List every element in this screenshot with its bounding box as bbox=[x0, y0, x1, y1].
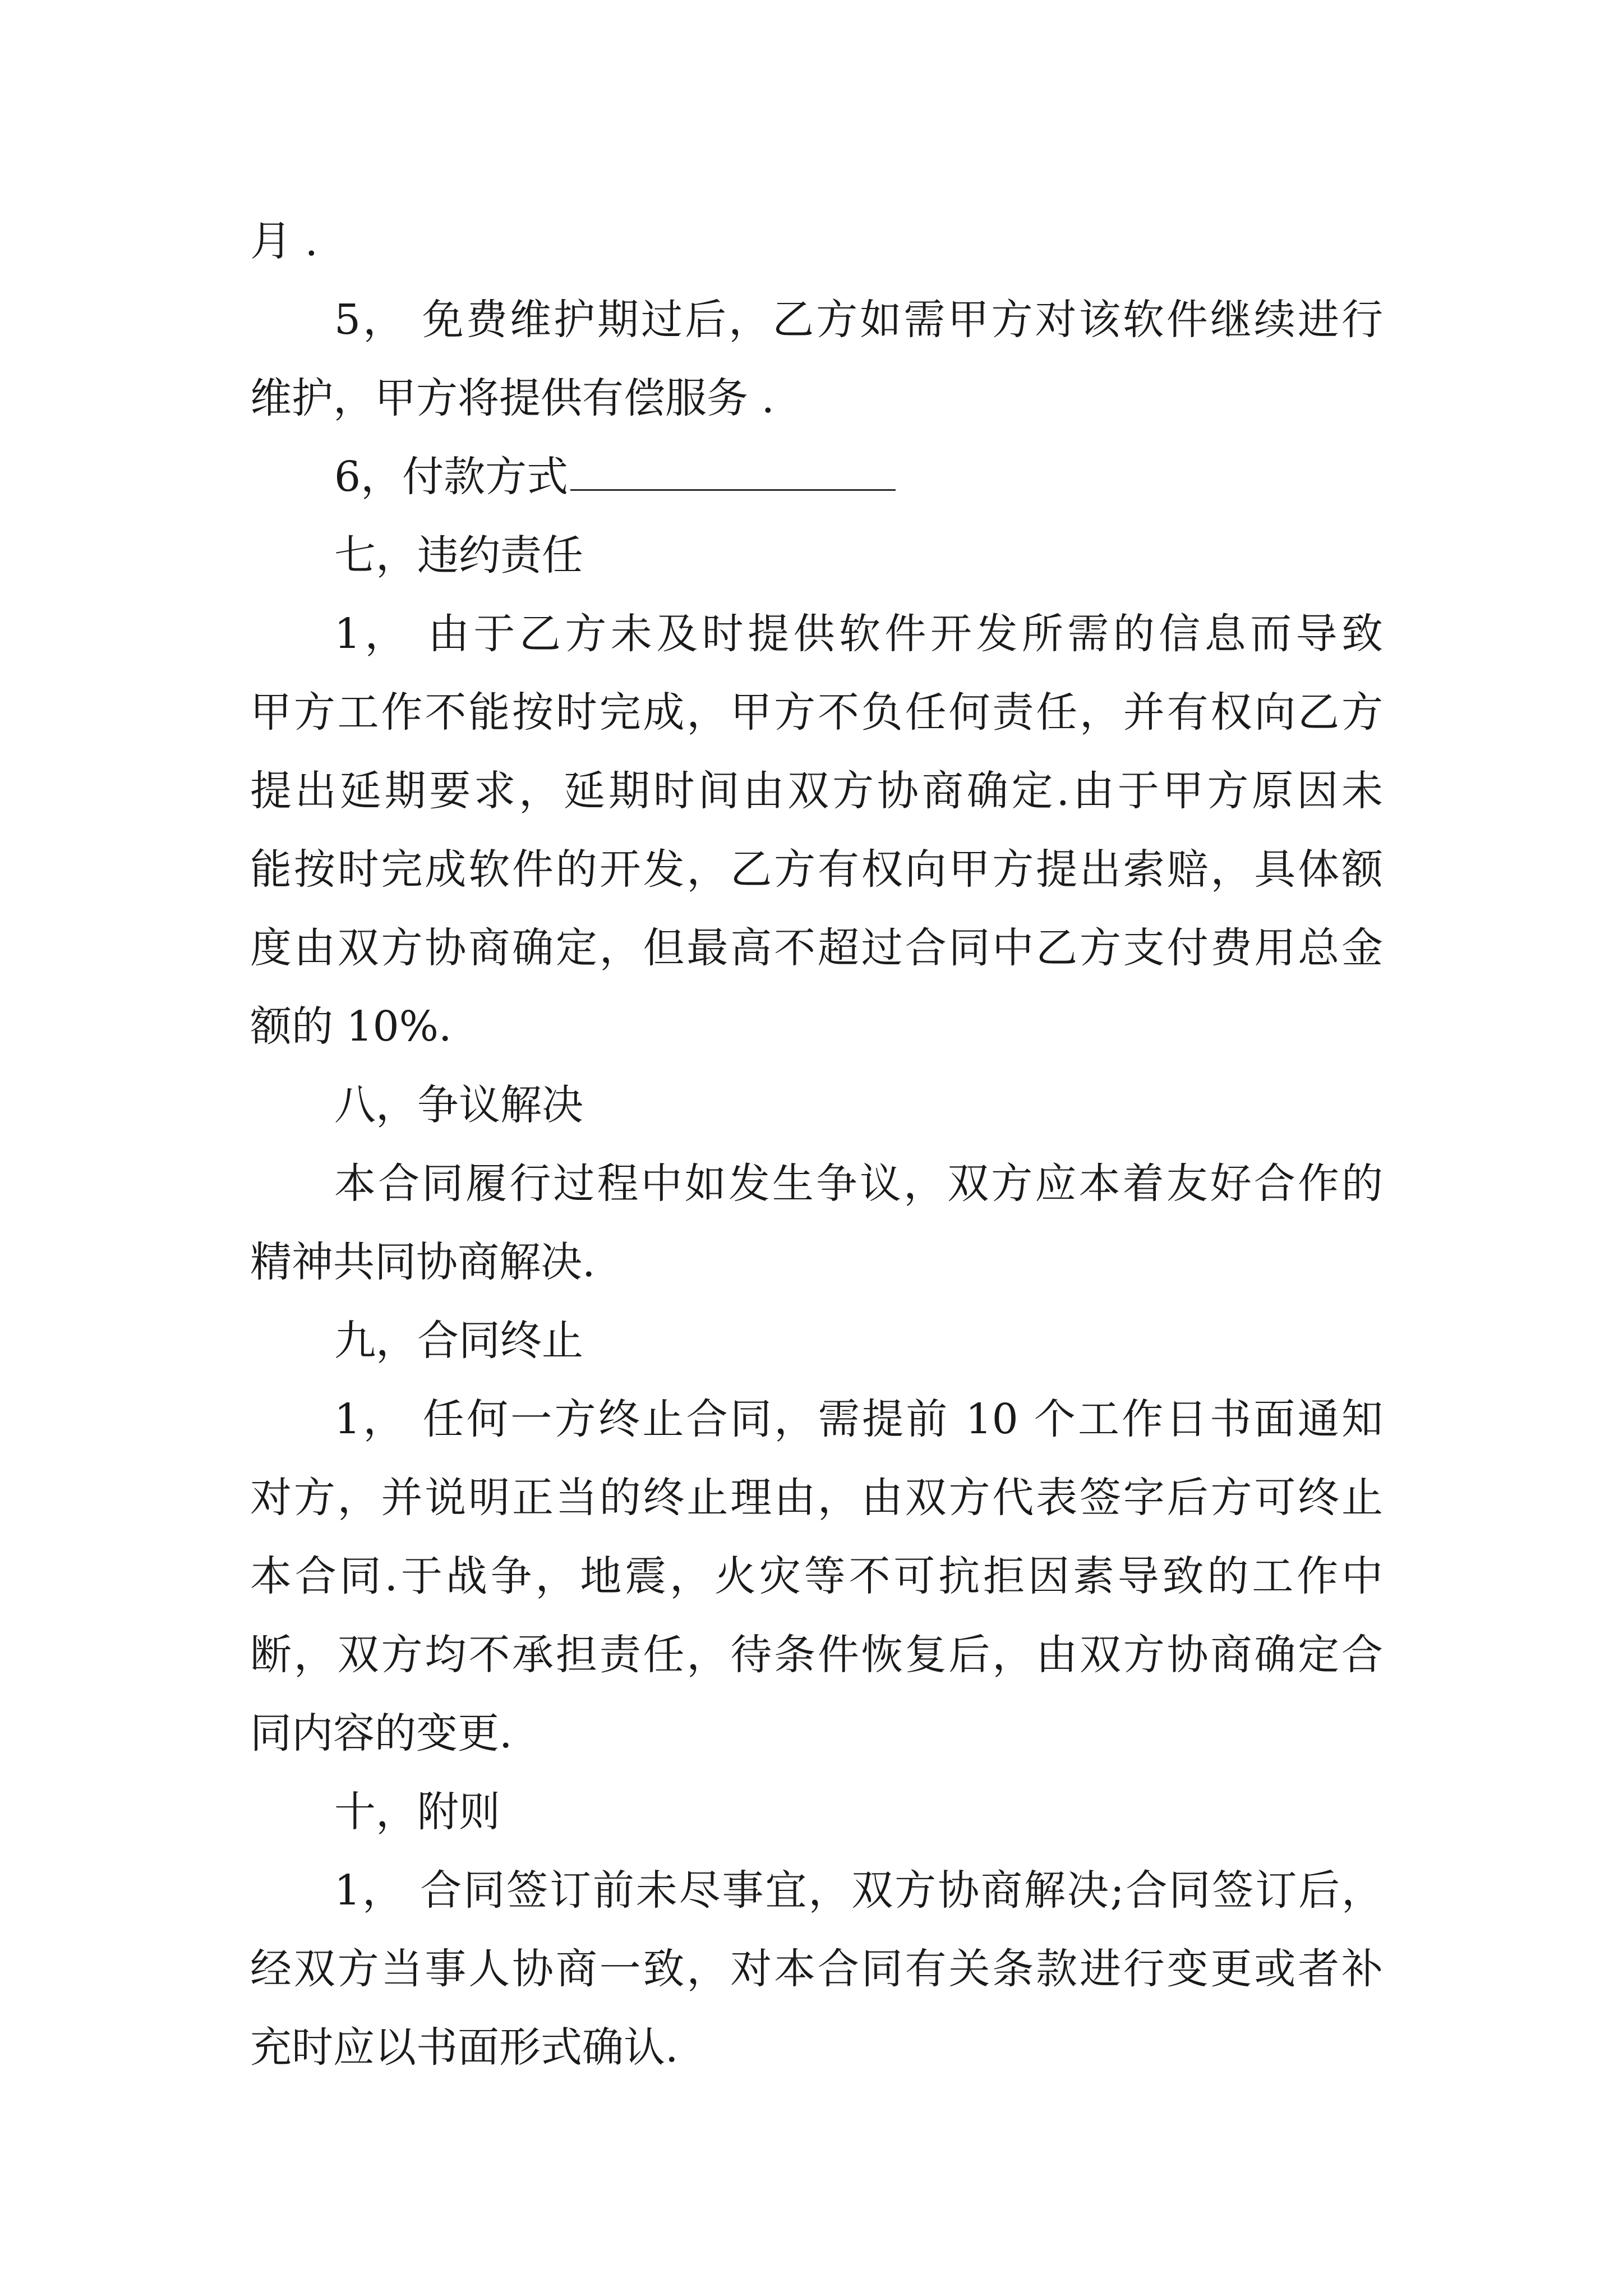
text-line: 经双方当事人协商一致，对本合同有关条款进行变更或者补 bbox=[250, 1945, 1383, 1993]
section-heading: 九，合同终止 bbox=[334, 1317, 583, 1365]
text-line: 额的 10%. bbox=[250, 1002, 452, 1051]
text-line: 同内容的变更. bbox=[250, 1709, 513, 1757]
text-line: 本合同履行过程中如发生争议，双方应本着友好合作的 bbox=[334, 1159, 1383, 1208]
text-line: 精神共同协商解决. bbox=[250, 1238, 596, 1286]
text-line: 断，双方均不承担责任，待条件恢复后，由双方协商确定合 bbox=[250, 1631, 1383, 1679]
text-line: 充时应以书面形式确认. bbox=[250, 2023, 679, 2072]
payment-method-label: 6，付款方式 bbox=[334, 453, 569, 501]
text-line: 1， 由于乙方未及时提供软件开发所需的信息而导致 bbox=[334, 610, 1383, 658]
section-heading: 七，违约责任 bbox=[334, 531, 583, 579]
section-heading: 八，争议解决 bbox=[334, 1081, 583, 1129]
text-line: 度由双方协商确定，但最高不超过合同中乙方支付费用总金 bbox=[250, 924, 1383, 972]
text-line: 能按时完成软件的开发，乙方有权向甲方提出索赔，具体额 bbox=[250, 845, 1383, 894]
text-line: 甲方工作不能按时完成，甲方不负任何责任，并有权向乙方 bbox=[250, 688, 1383, 737]
text-line: 对方，并说明正当的终止理由，由双方代表签字后方可终止 bbox=[250, 1474, 1383, 1522]
text-line: 5， 免费维护期过后，乙方如需甲方对该软件继续进行 bbox=[334, 296, 1383, 344]
text-line: 维护，甲方将提供有偿服务 . bbox=[250, 374, 775, 422]
text-line: 1， 合同签订前未尽事宜，双方协商解决;合同签订后， bbox=[334, 1866, 1383, 1915]
text-line: 本合同.于战争，地震，火灾等不可抗拒因素导致的工作中 bbox=[250, 1552, 1383, 1600]
payment-method-line bbox=[334, 449, 896, 505]
blank-underline bbox=[570, 455, 896, 491]
text-line: 提出延期要求，延期时间由双方协商确定.由于甲方原因未 bbox=[250, 767, 1383, 815]
text-line: 1， 任何一方终止合同，需提前 10 个工作日书面通知 bbox=[334, 1395, 1383, 1443]
section-heading: 十，附则 bbox=[334, 1788, 500, 1836]
text-line: 月 . bbox=[250, 217, 319, 265]
